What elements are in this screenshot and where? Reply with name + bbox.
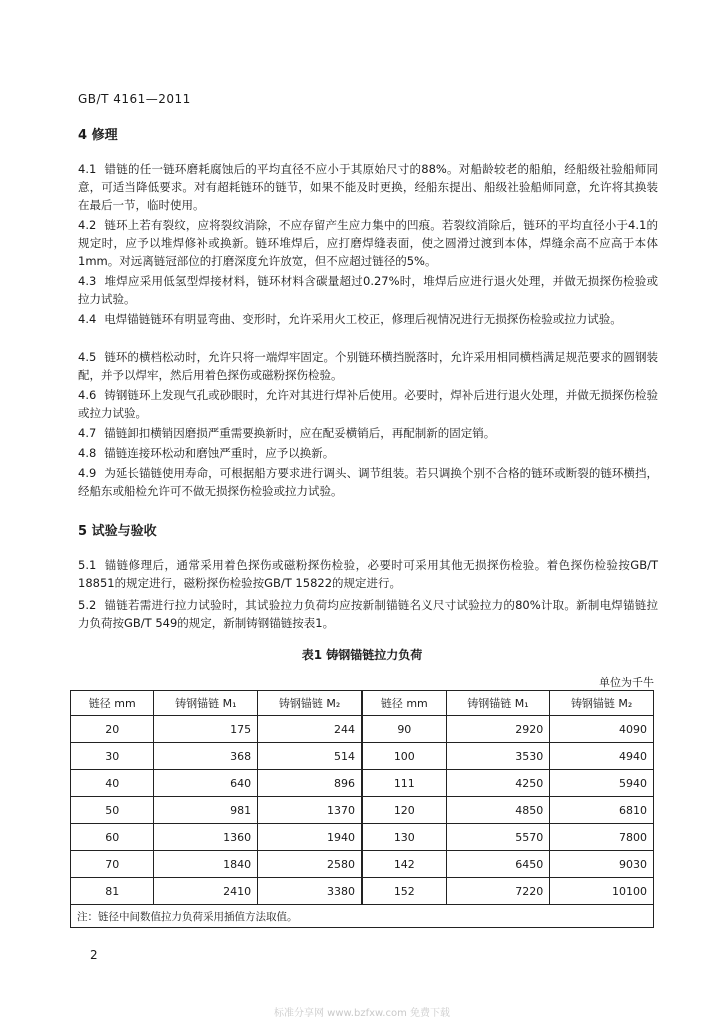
clause-text: 锚链修理后，通常采用着色探伤或磁粉探伤检验，必要时可采用其他无损探伤检验。着色探伤检验按GB/T 18851的规定进行，磁粉探伤检验按GB/T 15822的规定进行。 — [78, 558, 658, 590]
paragraph-4-5 — [78, 348, 658, 384]
tensile-load-table — [70, 690, 654, 928]
clause-number: 4.3 — [78, 274, 97, 288]
table-cell: 514 — [258, 743, 362, 770]
column-header: 铸钢锚链 M₂ — [550, 691, 654, 716]
table-cell: 1840 — [154, 851, 258, 878]
clause-number: 4.7 — [78, 426, 97, 440]
table-row — [71, 797, 654, 824]
clause-text: 锚链若需进行拉力试验时，其试验拉力负荷均应按新制锚链名义尺寸试验拉力的80%计取。新制电焊锚链拉力负荷按GB/T 549的规定，新制铸钢锚链按表1。 — [78, 598, 658, 630]
column-header: 链径 mm — [362, 691, 446, 716]
table-cell: 6810 — [550, 797, 654, 824]
table-cell: 2410 — [154, 878, 258, 905]
table-cell: 111 — [362, 770, 446, 797]
table-row — [71, 743, 654, 770]
table-cell: 70 — [71, 851, 154, 878]
table-cell: 2580 — [258, 851, 362, 878]
table-cell: 50 — [71, 797, 154, 824]
table-cell: 120 — [362, 797, 446, 824]
page-number: 2 — [90, 948, 98, 962]
column-header: 铸钢锚链 M₁ — [446, 691, 550, 716]
table-cell: 7220 — [446, 878, 550, 905]
paragraph-4-3 — [78, 272, 658, 308]
clause-number: 4.4 — [78, 312, 97, 326]
table-cell: 60 — [71, 824, 154, 851]
table-cell: 2920 — [446, 716, 550, 743]
table-unit: 单位为千牛 — [599, 676, 654, 689]
table-cell: 368 — [154, 743, 258, 770]
table-row — [71, 878, 654, 905]
table-title: 表1 铸钢锚链拉力负荷 — [301, 648, 423, 662]
clause-number: 4.8 — [78, 446, 97, 460]
table-row — [71, 716, 654, 743]
column-header: 铸钢锚链 M₁ — [154, 691, 258, 716]
table-cell: 5570 — [446, 824, 550, 851]
paragraph-5-2 — [78, 596, 658, 632]
table-cell: 40 — [71, 770, 154, 797]
table-cell: 6450 — [446, 851, 550, 878]
table-body — [71, 716, 654, 905]
table-cell: 20 — [71, 716, 154, 743]
clause-number: 4.5 — [78, 350, 97, 364]
clause-number: 4.9 — [78, 466, 97, 480]
table-cell: 1370 — [258, 797, 362, 824]
table-cell: 175 — [154, 716, 258, 743]
table-cell: 152 — [362, 878, 446, 905]
clause-text: 为延长锚链使用寿命，可根据船方要求进行调头、调节组装。若只调换个别不合格的链环或断裂的链环横挡，经船东或船检允许可不做无损探伤检验或拉力试验。 — [78, 466, 658, 498]
table-cell: 7800 — [550, 824, 654, 851]
table-cell: 3380 — [258, 878, 362, 905]
table-cell: 981 — [154, 797, 258, 824]
clause-text: 链环上若有裂纹，应将裂纹消除，不应存留产生应力集中的凹痕。若裂纹消除后，链环的平均直径小于4.1的规定时，应予以堆焊修补或换新。链环堆焊后，应打磨焊缝表面，使之圆滑过渡到本体，焊缝余高不应高于本体1mm。对远离链冠部位的打磨深度允许放宽，但不应超过链径的5%。 — [78, 218, 658, 268]
table-cell: 10100 — [550, 878, 654, 905]
table-cell: 244 — [258, 716, 362, 743]
table-cell: 640 — [154, 770, 258, 797]
paragraph-4-4 — [78, 310, 658, 328]
watermark-footer: 标准分享网 www.bzfxw.com 免费下载 — [274, 1008, 450, 1019]
table-cell: 100 — [362, 743, 446, 770]
section-5-title: 5 试验与验收 — [78, 524, 157, 539]
clause-number: 4.6 — [78, 388, 97, 402]
paragraph-4-8 — [78, 444, 658, 462]
column-header: 链径 mm — [71, 691, 154, 716]
table-row — [71, 851, 654, 878]
paragraph-4-6 — [78, 386, 658, 422]
table-cell: 1360 — [154, 824, 258, 851]
table-cell: 90 — [362, 716, 446, 743]
table-cell: 142 — [362, 851, 446, 878]
table-cell: 4850 — [446, 797, 550, 824]
table-cell: 4940 — [550, 743, 654, 770]
table-row — [71, 770, 654, 797]
clause-number: 5.2 — [78, 598, 97, 612]
table-cell: 30 — [71, 743, 154, 770]
clause-number: 4.1 — [78, 162, 97, 176]
table-cell: 3530 — [446, 743, 550, 770]
paragraph-4-2 — [78, 216, 658, 270]
table-cell: 81 — [71, 878, 154, 905]
clause-text: 电焊锚链链环有明显弯曲、变形时，允许采用火工校正，修理后视情况进行无损探伤检验或拉力试验。 — [104, 312, 622, 326]
clause-text: 锚链连接环松动和磨蚀严重时，应予以换新。 — [104, 446, 335, 460]
table-cell: 1940 — [258, 824, 362, 851]
clause-number: 4.2 — [78, 218, 97, 232]
clause-text: 链环的横档松动时，允许只将一端焊牢固定。个别链环横挡脱落时，允许采用相同横档满足规范要求的圆钢装配，并予以焊牢，然后用着色探伤或磁粉探伤检验。 — [78, 350, 658, 382]
table-cell: 130 — [362, 824, 446, 851]
table-cell: 896 — [258, 770, 362, 797]
section-4-title: 4 修理 — [78, 128, 118, 143]
paragraph-4-9 — [78, 464, 658, 500]
table-cell: 4250 — [446, 770, 550, 797]
clause-text: 锚链卸扣横销因磨损严重需要换新时，应在配妥横销后，再配制新的固定销。 — [104, 426, 496, 440]
table-header-row — [71, 691, 654, 716]
paragraph-4-7 — [78, 424, 658, 442]
table-note-row — [71, 905, 654, 928]
paragraph-5-1 — [78, 556, 658, 592]
clause-text: 铸钢链环上发现气孔或砂眼时，允许对其进行焊补后使用。必要时，焊补后进行退火处理，并做无损探伤检验或拉力试验。 — [78, 388, 658, 420]
table-cell: 4090 — [550, 716, 654, 743]
table-row — [71, 824, 654, 851]
standard-code-header: GB/T 4161—2011 — [78, 92, 191, 106]
clause-text: 堆焊应采用低氢型焊接材料，链环材料含碳量超过0.27%时，堆焊后应进行退火处理，并做无损探伤检验或拉力试验。 — [78, 274, 658, 306]
column-header: 铸钢锚链 M₂ — [258, 691, 362, 716]
clause-number: 5.1 — [78, 558, 97, 572]
table-cell: 5940 — [550, 770, 654, 797]
table-note: 注：链径中间数值拉力负荷采用插值方法取值。 — [71, 905, 654, 928]
table-cell: 9030 — [550, 851, 654, 878]
clause-text: 错链的任一链环磨耗腐蚀后的平均直径不应小于其原始尺寸的88%。对船龄较老的船舶，经船级社验船师同意，可适当降低要求。对有超耗链环的链节，如果不能及时更换，经船东提出、船级社验船师同意，允许将其换装在最后一节，临时使用。 — [78, 162, 658, 212]
paragraph-4-1 — [78, 160, 658, 214]
